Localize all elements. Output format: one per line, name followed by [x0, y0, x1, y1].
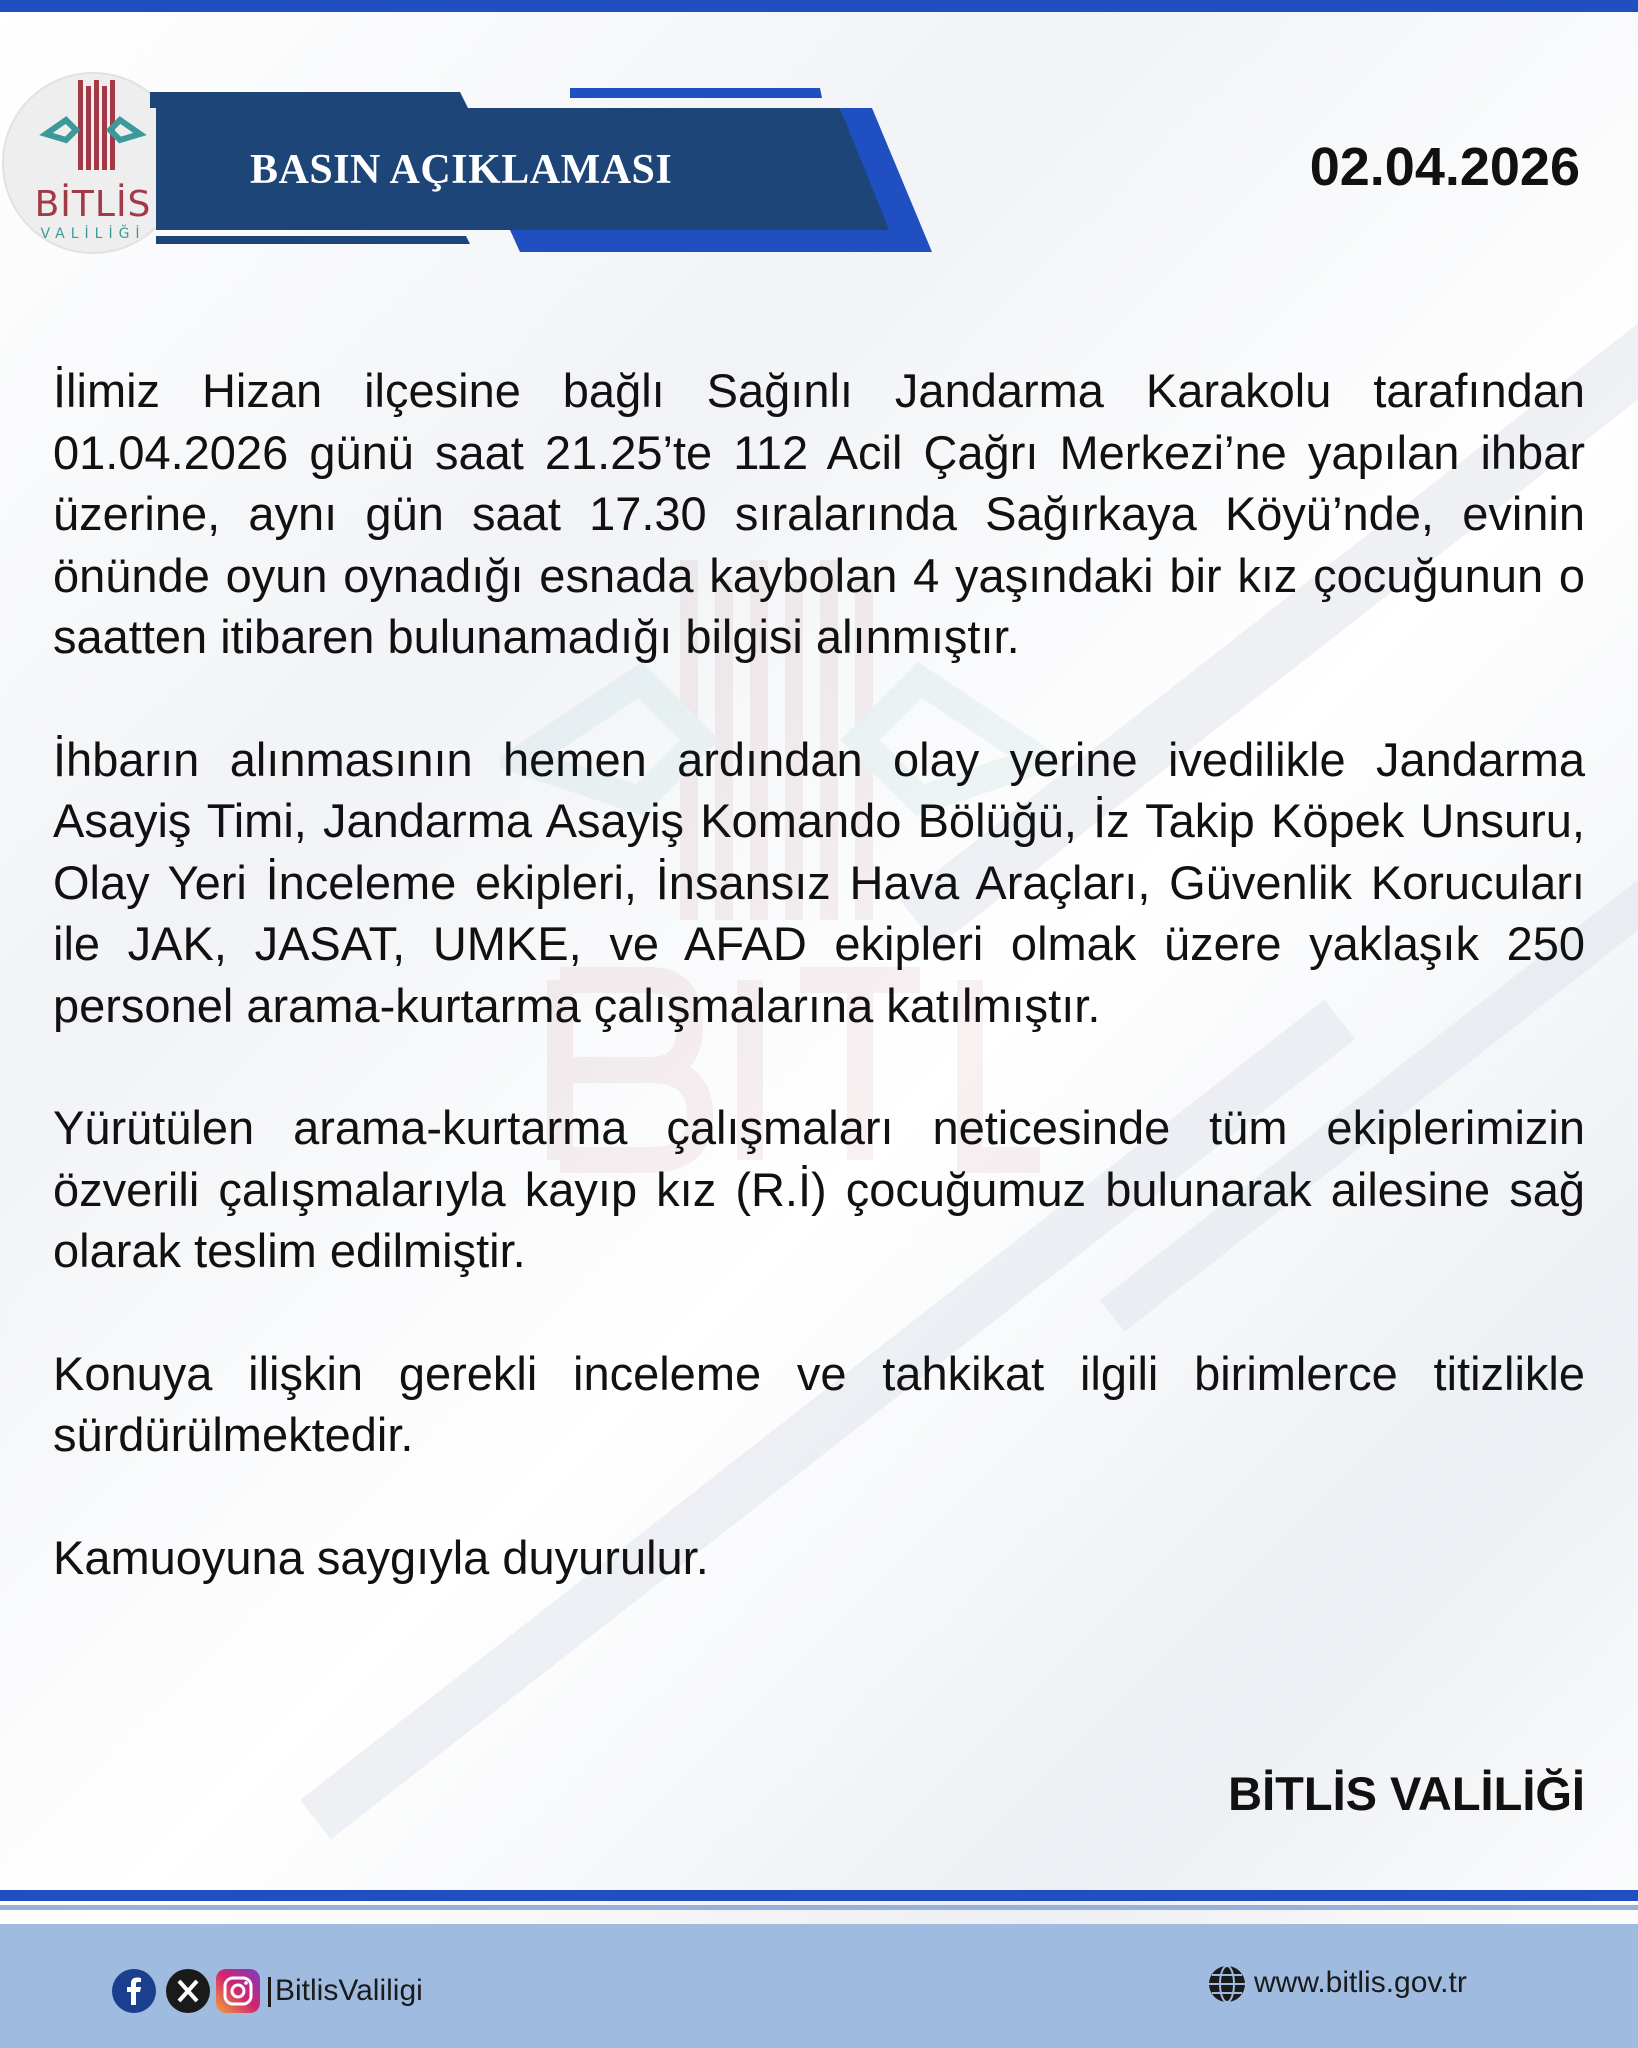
announcement-date: 02.04.2026 — [1309, 137, 1580, 197]
x-icon[interactable] — [166, 1969, 210, 2013]
social-handle[interactable] — [268, 1974, 423, 2008]
logo-subtitle: VALİLİĞİ — [40, 226, 146, 242]
logo-title: BİTLİS — [34, 184, 152, 225]
footer-accent-line-thin — [0, 1905, 1638, 1910]
paragraph-5: Kamuoyuna saygıyla duyurulur. — [53, 1530, 709, 1584]
paragraph-3: Yürütülen arama-kurtarma çalışmaları neticesinde tüm ekiplerimizin özverili çalışmalarıyla kayıp kız (R.İ) çocuğumuz bulunarak ailesine sağ olarak teslim edilmiştir. — [53, 1101, 1585, 1277]
website-link[interactable]: www.bitlis.gov.tr — [1254, 1966, 1467, 1999]
handle-divider — [268, 1977, 271, 2007]
paragraph-2: İhbarın alınmasının hemen ardından olay yerine ivedilikle Jandarma Asayiş Timi, Jandarma Asayiş Komando Bölüğü, İz Takip Köpek Unsuru, Olay Yeri İnceleme ekipleri, İnsansız Hava Araçları, Güvenlik Korucuları ile JAK, JASAT, UMKE, ve AFAD ekipleri olmak üzere yaklaşık 250 personel arama-kurtarma çalışmalarına katılmıştır. — [53, 732, 1585, 1032]
banner-title: BASIN AÇIKLAMASI — [250, 147, 673, 193]
footer-accent-line — [0, 1890, 1638, 1901]
globe-icon — [1206, 1963, 1248, 2005]
paragraph-4: Konuya ilişkin gerekli inceleme ve tahkikat ilgili birimlerce titizlikle sürdürülmektedir. — [53, 1346, 1585, 1461]
social-handle-text: BitlisValiligi — [275, 1974, 423, 2007]
instagram-icon[interactable] — [216, 1969, 260, 2013]
paragraph-1: İlimiz Hizan ilçesine bağlı Sağınlı Jandarma Karakolu tarafından 01.04.2026 günü saat 21.25’te 112 Acil Çağrı Merkezi’ne yapılan ihbar üzerine, aynı gün saat 17.30 sıralarında Sağırkaya Köyü’nde, evinin önünde oyun oynadığı esnada kaybolan 4 yaşındaki bir kız çocuğunun o saatten itibaren bulunamadığı bilgisi alınmıştır. — [53, 364, 1585, 663]
press-release-body — [53, 360, 1585, 1588]
signature: BİTLİS VALİLİĞİ — [1228, 1767, 1585, 1820]
facebook-icon[interactable] — [112, 1969, 156, 2013]
top-accent-bar — [0, 0, 1638, 12]
